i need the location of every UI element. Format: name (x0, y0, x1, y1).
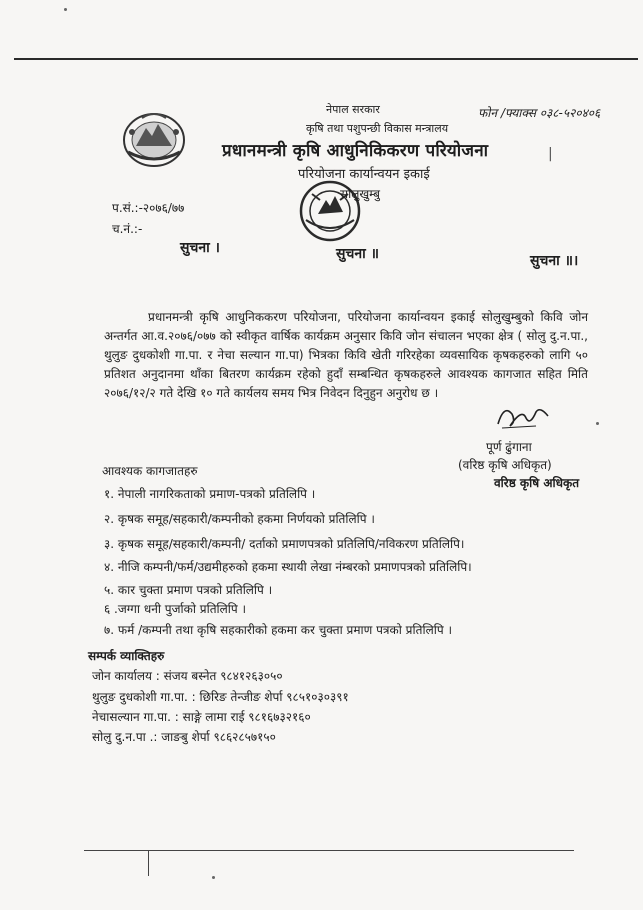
signatory-title: (वरिष्ठ कृषि अधिकृत) (458, 458, 552, 472)
contacts-heading: सम्पर्क व्याक्तिहरु (88, 649, 165, 663)
nepal-emblem-icon (118, 106, 190, 170)
signatory-stamp: वरिष्ठ कृषि अधिकृत (494, 476, 580, 490)
bottom-rule (84, 850, 574, 851)
document-item: ४. नीजि कम्पनी/फर्म/उद्यमीहरुको हकमा स्थायी लेखा नंम्बरको प्रमाणपत्रको प्रतिलिपि। (104, 560, 472, 574)
government-name: नेपाल सरकार (326, 103, 380, 116)
signatory-name: पूर्ण ढुंगाना (486, 440, 532, 454)
document-item: ६ .जग्गा धनी पुर्जाको प्रतिलिपि । (104, 602, 247, 616)
dispatch-number: च.नं.:- (112, 222, 143, 236)
documents-heading: आवश्यक कागजातहरु (102, 464, 198, 478)
office-place: सोलुखुम्बु (340, 187, 380, 201)
phone-fax: फोन /फ्याक्स ०३८-५२०४०६ (478, 106, 601, 120)
notice-label-3: सुचना ॥। (530, 253, 579, 269)
contact-item: जोन कार्यालय : संजय बस्नेत ९८४१२६३०५० (92, 669, 283, 683)
notice-body: प्रधानमन्त्री कृषि आधुनिककरण परियोजना, परियोजना कार्यान्वयन इकाई सोलुखुम्बुको किवि जोन अन्तर्गत आ.व.२०७६/०७७ को स्वीकृत वार्षिक कार्यक्रम अनुसार किवि जोन संचालन भएका क्षेत्र ( सोलु दु.न.पा., थुलुङ दुधकोशी गा.पा. र नेचा सल्यान गा.पा) भित्रका किवि खेती गरिरहेका व्यवसायिक कृषकहरुको लागि ५० प्रतिशत अनुदानमा थाँका बितरण कार्यक्रम रहेको हुदाँ सम्बन्धित कृषकहरुले आवश्यक कागजात सहित मिति २०७६/१२/२ गते देखि १० गते कार्यलय समय भित्र निवेदन दिनुहुन अनुरोध छ । (104, 310, 588, 400)
notice-label-2: सुचना ॥ (336, 246, 380, 262)
contact-item: थुलुङ दुधकोशी गा.पा. : छिरिङ तेन्जीङ शेर्पा ९८५१०३०३९१ (92, 690, 349, 704)
scan-speck (212, 876, 215, 879)
signature-icon (492, 400, 552, 432)
scan-speck (596, 422, 599, 425)
contact-item: नेचासल्यान गा.पा. : साङ्गे लामा राई ९८१६७३२१६० (92, 710, 311, 724)
contact-item: सोलु दु.न.पा .: जाङबु शेर्पा ९८६२८५७१५० (92, 730, 276, 744)
unit-name: परियोजना कार्यान्वयन इकाई (298, 167, 430, 182)
document-item: ३. कृषक समूह/सहकारी/कम्पनी/ दर्ताको प्रमाणपत्रको प्रतिलिपि/नविकरण प्रतिलिपि। (104, 537, 465, 551)
margin-mark: | (548, 146, 553, 162)
document-item: ५. कार चुक्ता प्रमाण पत्रको प्रतिलिपि । (104, 583, 273, 597)
document-item: ७. फर्म /कम्पनी तथा कृषि सहकारीको हकमा कर चुक्ता प्रमाण पत्रको प्रतिलिपि । (104, 623, 452, 637)
document-item: १. नेपाली नागरिकताको प्रमाण-पत्रको प्रतिलिपि । (104, 487, 316, 501)
document-item: २. कृषक समूह/सहकारी/कम्पनीको हकमा निर्णयको प्रतिलिपि । (104, 512, 375, 526)
scan-speck (64, 8, 67, 11)
top-rule (14, 58, 638, 60)
notice-label-1: सुचना । (180, 240, 220, 256)
letter-number: प.सं.:-२०७६/७७ (112, 201, 185, 215)
ministry-name: कृषि तथा पशुपन्छी विकास मन्त्रालय (306, 122, 449, 135)
project-title: प्रधानमन्त्री कृषि आधुनिकिकरण परियोजना (222, 141, 489, 161)
bottom-rule-tick (148, 850, 149, 876)
